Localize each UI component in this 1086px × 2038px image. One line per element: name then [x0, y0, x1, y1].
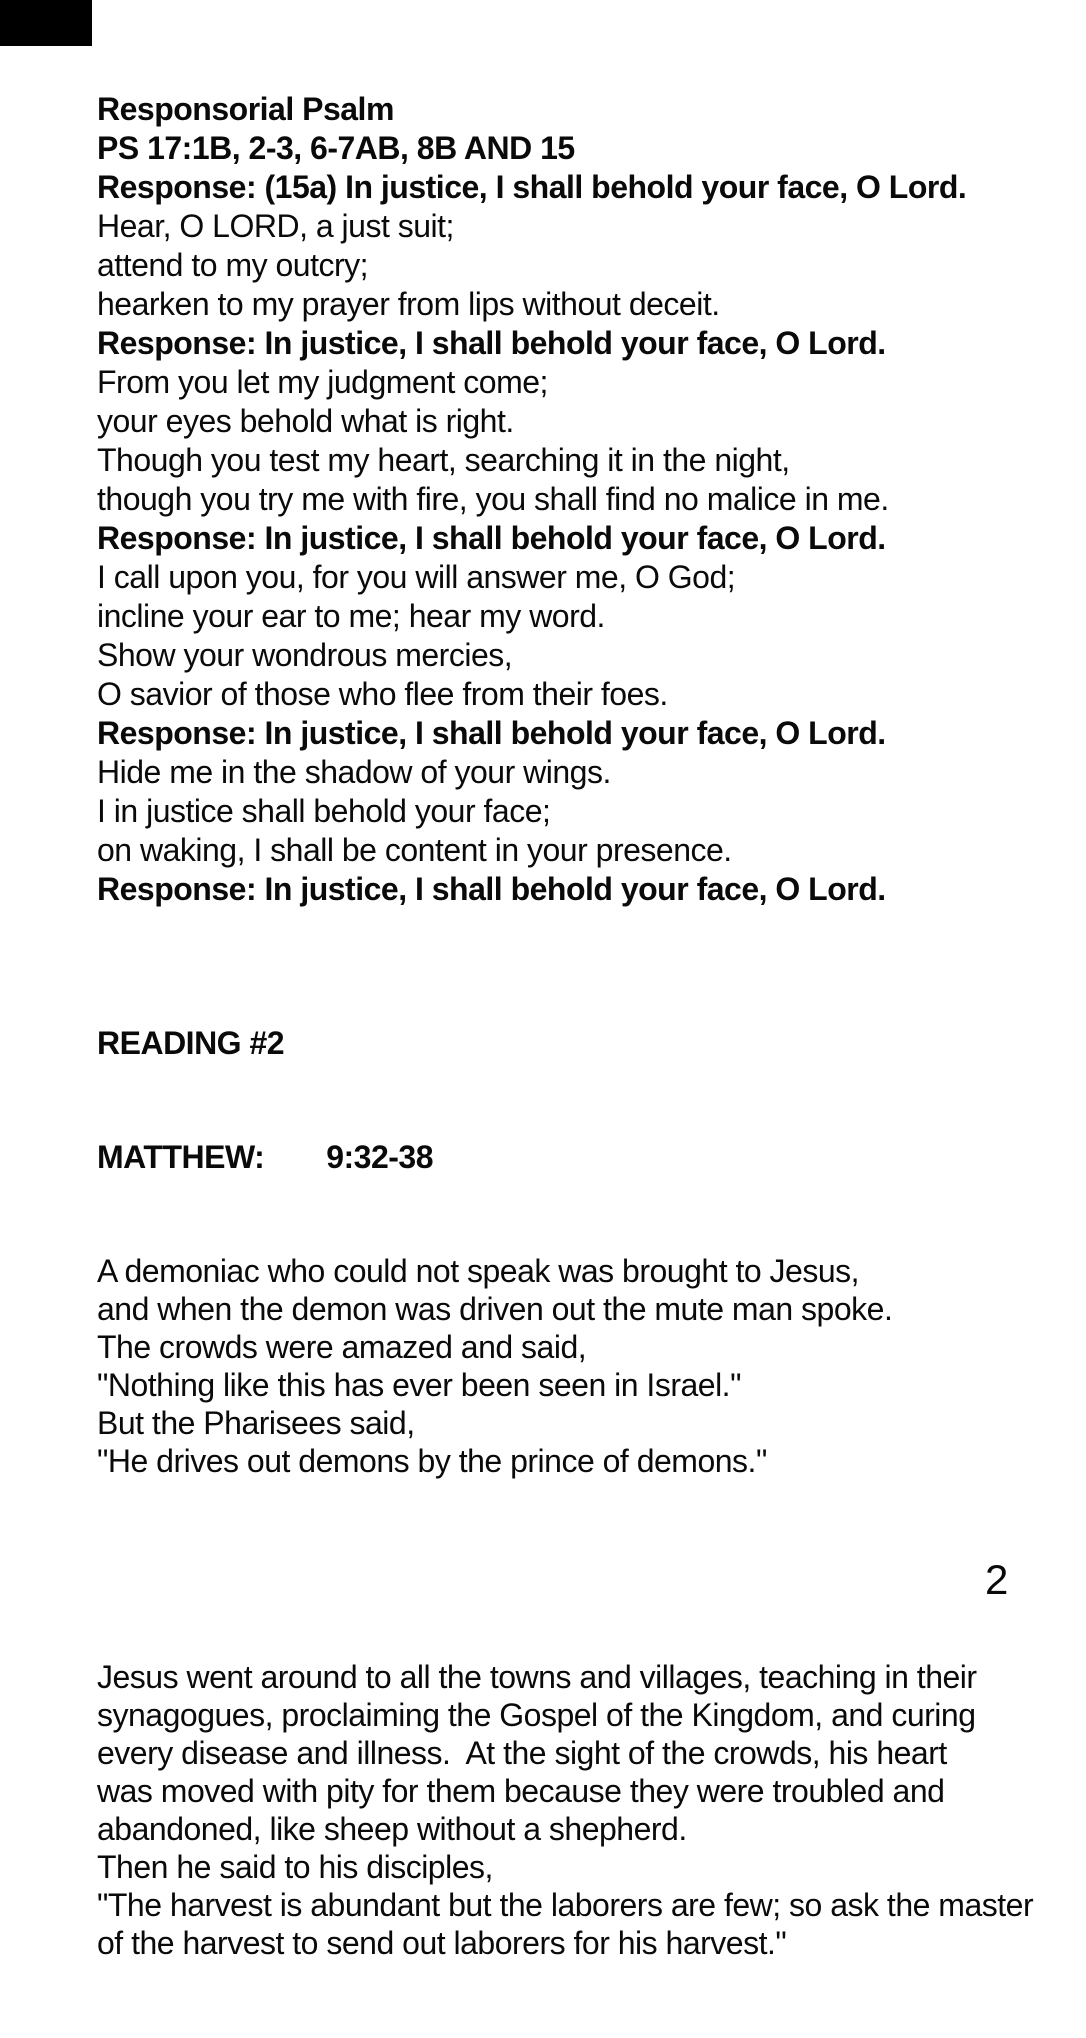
scan-artifact-corner-mark	[0, 0, 92, 46]
psalm-line: I in justice shall behold your face;	[97, 793, 551, 829]
psalm-line: Hear, O LORD, a just suit;	[97, 208, 454, 244]
reading-verses: 9:32-38	[326, 1139, 434, 1175]
psalm-line: though you try me with fire, you shall find no malice in me.	[97, 481, 889, 517]
psalm-line: Response: In justice, I shall behold your face, O Lord.	[97, 715, 886, 751]
psalm-line: From you let my judgment come;	[97, 364, 548, 400]
reading-paragraph-1	[97, 1252, 1033, 1480]
reading-line: "The harvest is abundant but the laborers are few; so ask the master	[97, 1887, 1034, 1923]
psalm-line: attend to my outcry;	[97, 247, 369, 283]
psalm-line: Response: In justice, I shall behold your face, O Lord.	[97, 871, 886, 907]
psalm-line: PS 17:1B, 2-3, 6-7AB, 8B AND 15	[97, 130, 575, 166]
reading-line: every disease and illness. At the sight of the crowds, his heart	[97, 1735, 947, 1771]
psalm-line: Responsorial Psalm	[97, 91, 394, 127]
psalm-line: I call upon you, for you will answer me, O God;	[97, 559, 736, 595]
psalm-line: hearken to my prayer from lips without deceit.	[97, 286, 720, 322]
reading-line: The crowds were amazed and said,	[97, 1329, 587, 1365]
reading-paragraph-2	[97, 1658, 1033, 1962]
reading-2-section	[97, 948, 1033, 2038]
psalm-line: O savior of those who flee from their foes.	[97, 676, 668, 712]
psalm-line: Response: In justice, I shall behold your face, O Lord.	[97, 325, 886, 361]
psalm-line: Response: In justice, I shall behold your face, O Lord.	[97, 520, 886, 556]
reading-line: synagogues, proclaiming the Gospel of the Kingdom, and curing	[97, 1697, 976, 1733]
reading-line: Then he said to his disciples,	[97, 1849, 493, 1885]
page-number: 2	[985, 1556, 1008, 1603]
psalm-line: Though you test my heart, searching it in the night,	[97, 442, 790, 478]
psalm-line: on waking, I shall be content in your presence.	[97, 832, 732, 868]
reading-line: "Nothing like this has ever been seen in Israel."	[97, 1367, 741, 1403]
reading-line: A demoniac who could not speak was brought to Jesus,	[97, 1253, 860, 1289]
psalm-line: Show your wondrous mercies,	[97, 637, 513, 673]
reading-book: MATTHEW:	[97, 1139, 265, 1175]
reading-line: "He drives out demons by the prince of demons."	[97, 1443, 767, 1479]
psalm-line: Response: (15a) In justice, I shall behold your face, O Lord.	[97, 169, 967, 205]
reading-heading: READING #2	[97, 1025, 285, 1061]
reading-line: Jesus went around to all the towns and villages, teaching in their	[97, 1659, 977, 1695]
reading-line: was moved with pity for them because they were troubled and	[97, 1773, 945, 1809]
psalm-line: your eyes behold what is right.	[97, 403, 514, 439]
reading-line: of the harvest to send out laborers for his harvest."	[97, 1925, 787, 1961]
reading-line: and when the demon was driven out the mute man spoke.	[97, 1291, 893, 1327]
reading-citation-line	[97, 1138, 1033, 1176]
paragraph-gap	[97, 1556, 1033, 1582]
reading-line: abandoned, like sheep without a shepherd.	[97, 1811, 687, 1847]
psalm-line: incline your ear to me; hear my word.	[97, 598, 605, 634]
responsorial-psalm-section	[97, 90, 966, 909]
psalm-line: Hide me in the shadow of your wings.	[97, 754, 611, 790]
reading-line: But the Pharisees said,	[97, 1405, 415, 1441]
